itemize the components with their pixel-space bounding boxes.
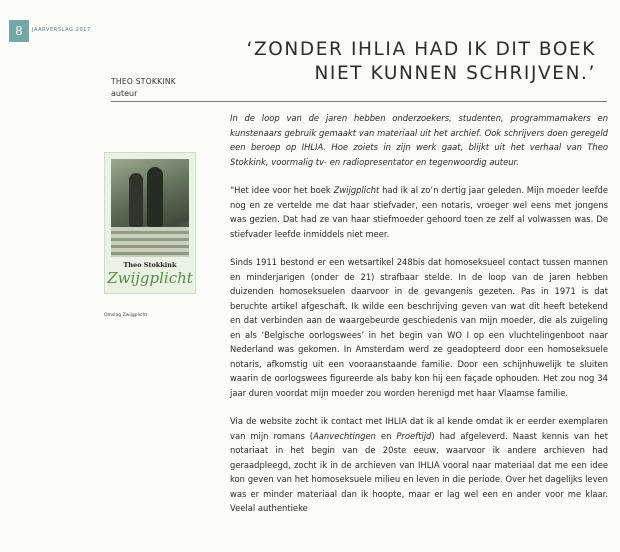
book-caption: Omslag Zwijgplicht xyxy=(104,313,148,318)
text-run: “Het idee voor het boek xyxy=(230,185,334,195)
headline-line-2: NIET KUNNEN SCHRIJVEN.’ xyxy=(314,63,596,84)
body-paragraph xyxy=(230,414,608,516)
book-title-mention: Proeftijd xyxy=(396,430,432,441)
author-name: THEO STOKKINK xyxy=(111,77,176,86)
text-run: had ik al zo’n dertig jaar geleden. Mijn moeder leefde nog en ze vertelde me dat haar stiefvader, een notaris, vroeger wel eens met jongens was gezien. Dat had ze van haar stiefmoeder gehoord toen ze zelf al volwassen was. De stiefvader leefde inmiddels niet meer. xyxy=(230,185,608,239)
body-paragraph: Sinds 1911 bestond er een wetsartikel 248bis dat homoseksueel contact tussen mannen en minderjarigen (onder de 21) strafbaar stelde. In de loop van de jaren hebben duizenden homoseksuelen daarvoor in de gevangenis gezeten. Pas in 1971 is dat beruchte artikel afgeschaft. Ik wilde een beschrijving geven van wat dit heeft betekend en dat verbinden aan de waargebeurde geschiedenis van mijn moeder, die als zuigeling en als ‘Belgische oorlogswees’ in het begin van WO I op een vluchtelingenboot naar Nederland was gekomen. In Amsterdam werd ze geadopteerd door een homoseksuele notaris, afkomstig uit een vooraanstaande familie. Door een schijnhuwelijk te sluiten waarin de oorlogswees figureerde als baby kon hij een façade ophouden. Het zou nog 34 jaar duren voordat mijn moeder zou worden herenigd met haar Vlaamse familie. xyxy=(230,257,608,398)
book-title-mention: Zwijgplicht xyxy=(333,185,380,195)
author-role: auteur xyxy=(111,89,138,98)
book-cover-photo xyxy=(111,159,189,257)
text-run: en xyxy=(375,430,397,441)
book-title-mention: Aanvechtingen xyxy=(313,430,376,441)
running-head: JAARVERSLAG 2017 xyxy=(32,27,91,33)
book-cover-title: Zwijgplicht xyxy=(107,269,193,287)
text-run: Via de website zocht ik contact met IHLIA dat ik al kende omdat ik er eerder exemplaren van mijn romans ( xyxy=(230,416,608,441)
body-paragraph xyxy=(230,183,608,241)
headline-line-1: ‘ZONDER IHLIA HAD IK DIT BOEK xyxy=(246,39,596,60)
headline xyxy=(210,38,596,86)
stairs-shape xyxy=(111,227,189,257)
page-number: 8 xyxy=(15,24,23,38)
intro-paragraph: In de loop van de jaren hebben onderzoekers, studenten, programmamakers en kunstenaars gebruik gemaakt van materiaal uit het archief. Ook schrijvers doen geregeld een beroep op IHLIA. Hoe zoiets in zijn werk gaat, blijkt uit het verhaal van Theo Stokkink, voormalig tv- en radiopresentator en tegenwoordig auteur. xyxy=(230,113,608,167)
text-run: ) had afgeleverd. Naast kennis van het notariaat in het begin van de 20ste eeuw, waarvoor ik andere archieven had geraadpleegd, zocht ik in de archieven van IHLIA vooral naar materiaal dat me een idee kon geven van het homoseksuele milieu en leven in die periode. Over het dagelijks leven was er minder materiaal dan ik hoopte, maar er lag wel een en ander voor me klaar. Veelal authentieke xyxy=(230,430,608,513)
divider-rule xyxy=(111,101,607,102)
article-body xyxy=(230,111,608,516)
page-number-badge xyxy=(9,20,29,42)
book-cover xyxy=(104,152,196,294)
person-figure xyxy=(129,173,143,227)
book-cover-author: Theo Stokkink xyxy=(123,261,177,269)
person-figure xyxy=(147,167,163,227)
